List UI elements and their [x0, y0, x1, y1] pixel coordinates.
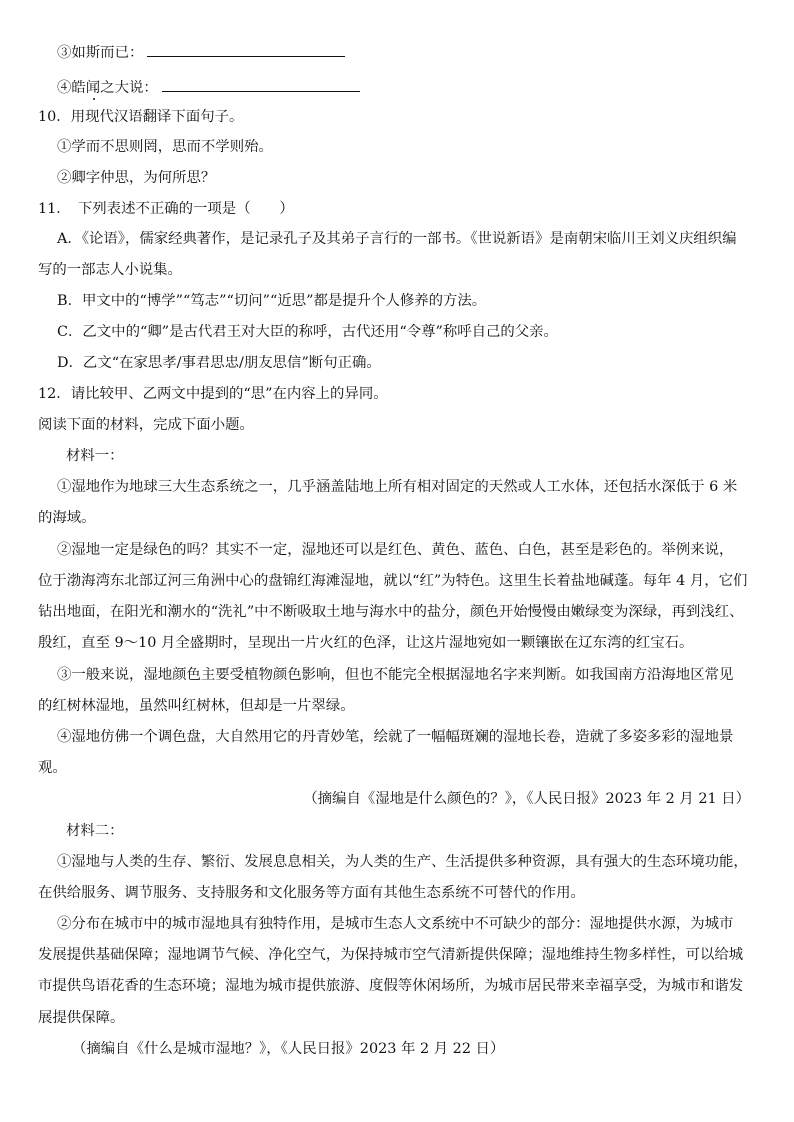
answer-blank-4[interactable] [162, 77, 360, 92]
q11-option-d: D．乙文“在家思孝/事君思忠/朋友思信”断句正确。 [57, 355, 381, 371]
m2-para-1: ①湿地与人类的生存、繁衍、发展息息相关，为人类的生产、生活提供多种资源，具有强大的生态环境功能， [57, 854, 748, 870]
emphasis-dot-char: 闻 [85, 80, 101, 96]
q9-item-3: ③如斯而已： [57, 42, 345, 63]
m1-para-2-cont: 殷红，直至 9～10 月全盛期时，呈现出一片火红的色泽，让这片湿地宛如一颗镶嵌在辽东湾的红宝石。 [38, 635, 694, 651]
q10-sentence-2: ②卿字仲思，为何所思？ [57, 170, 216, 186]
m2-para-2: ②分布在城市中的城市湿地具有独特作用，是城市生态人文系统中不可缺少的部分：湿地提供水源，为城市 [57, 916, 734, 932]
q11-option-a: A．《论语》，儒家经典著作，是记录孔子及其弟子言行的一部书。《世说新语》是南朝宋临川王刘义庆组织编 [57, 231, 737, 247]
m1-para-3-cont: 的红树林湿地，虽然叫红树林，但却是一片翠绿。 [38, 698, 355, 714]
m1-para-3: ③一般来说，湿地颜色主要受植物颜色影响，但也不能完全根据湿地名字来判断。如我国南方沿海地区常见 [57, 667, 734, 683]
m2-para-2-cont: 市提供鸟语花香的生态环境；湿地为城市提供旅游、度假等休闲场所，为城市居民带来幸福享受，为城市和谐发 [38, 978, 744, 994]
material-2-title: 材料二： [66, 823, 124, 839]
material-1-title: 材料一： [66, 448, 124, 464]
q11-option-c: C．乙文中的“卿”是古代君王对大臣的称呼，古代还用“令尊”称呼自己的父亲。 [57, 324, 558, 340]
q10-sentence-1: ①学而不思则罔，思而不学则殆。 [57, 139, 273, 155]
answer-blank-3[interactable] [147, 42, 345, 57]
m2-para-2-cont: 发展提供基础保障；湿地调节气候、净化空气，为保持城市空气清新提供保障；湿地维持生物多样性，可以给城 [38, 947, 744, 963]
material-1-source: （摘编自《湿地是什么颜色的？》，《人民日报》2023 年 2 月 21 日） [303, 791, 750, 807]
m2-para-1-cont: 在供给服务、调节服务、支持服务和文化服务等方面有其他生态系统不可替代的作用。 [38, 885, 585, 901]
m1-para-4: ④湿地仿佛一个调色盘，大自然用它的丹青妙笔，绘就了一幅幅斑斓的湿地长卷，造就了多姿多彩的湿地景 [57, 729, 734, 745]
q9-item-4: ④皓闻之大说： [57, 77, 360, 98]
q12-stem: 12．请比较甲、乙两文中提到的“思”在内容上的异同。 [38, 386, 388, 402]
m1-para-2: ②湿地一定是绿色的吗？其实不一定，湿地还可以是红色、黄色、蓝色、白色，甚至是彩色的。举例来说， [57, 542, 734, 558]
q10-stem: 10．用现代汉语翻译下面句子。 [38, 109, 244, 125]
m1-para-1: ①湿地作为地球三大生态系统之一，几乎涵盖陆地上所有相对固定的天然或人工水体，还包括水深低于 6 米 [57, 479, 738, 495]
m2-para-2-cont: 展提供保障。 [38, 1010, 125, 1026]
q11-option-b: B．甲文中的“博学”“笃志”“切问”“近思”都是提升个人修养的方法。 [57, 293, 487, 309]
m1-para-2-cont: 位于渤海湾东北部辽河三角洲中心的盘锦红海滩湿地，就以“红”为特色。这里生长着盐地碱蓬。每年 4 月，它们 [38, 573, 748, 589]
reading-intro: 阅读下面的材料，完成下面小题。 [38, 417, 254, 433]
material-2-source: （摘编自《什么是城市湿地？》，《人民日报》2023 年 2 月 22 日） [72, 1041, 505, 1057]
m1-para-4-cont: 观。 [38, 760, 67, 776]
q11-option-a-cont: 写的一部志人小说集。 [38, 262, 182, 278]
m1-para-2-cont: 钻出地面，在阳光和潮水的“洗礼”中不断吸取土地与海水中的盐分，颜色开始慢慢由嫩绿变为深绿，再到浅红、 [38, 604, 744, 620]
m1-para-1-cont: 的海域。 [38, 510, 96, 526]
q11-stem: 11． 下列表述不正确的一项是（ ） [38, 201, 294, 217]
